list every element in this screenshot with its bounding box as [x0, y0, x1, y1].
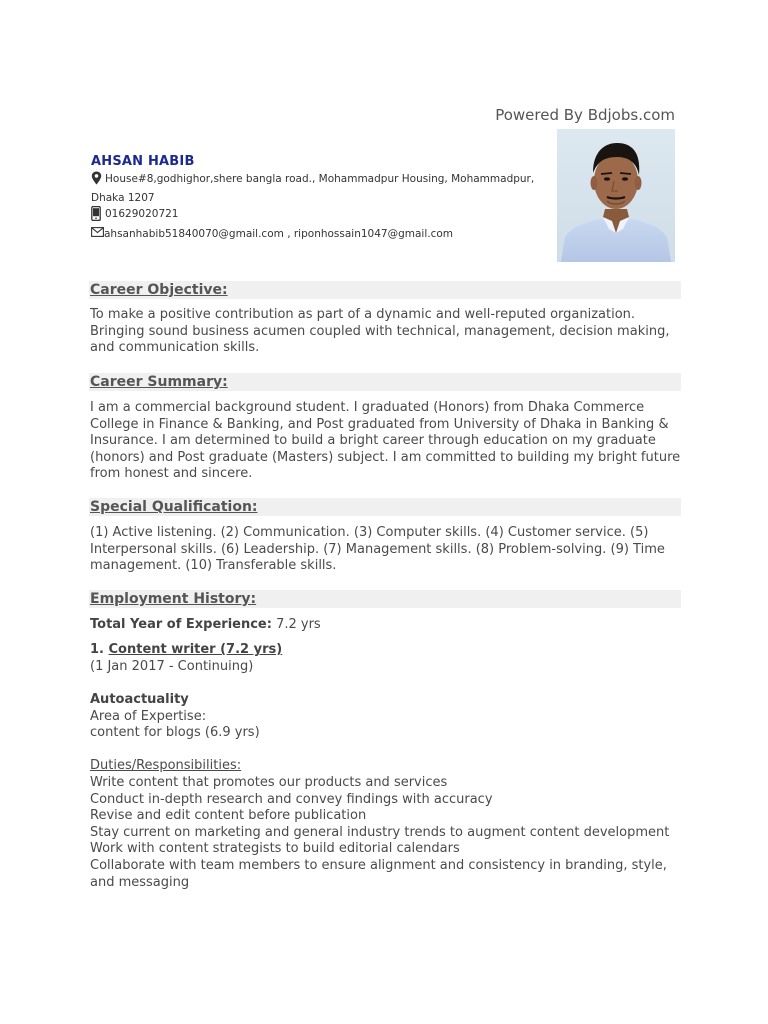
company-name: Autoactuality	[90, 691, 189, 707]
career-objective-text: To make a positive contribution as part of a dynamic and well-reputed organization. Bringing sound business acumen coupled with technical, management, decision making, and communication skills.	[90, 307, 670, 356]
section-career-objective	[89, 281, 681, 299]
expertise-value: content for blogs (6.9 yrs)	[90, 725, 260, 741]
job-title: Content writer (7.2 yrs)	[108, 642, 283, 658]
section-title: Career Summary:	[90, 374, 228, 390]
special-qualification-text: (1) Active listening. (2) Communication. (3) Computer skills. (4) Customer service. (5) Interpersonal skills. (6) Leadership. (7) Management skills. (8) Problem-solving. (9) Time management. (10) Transferable skills.	[90, 525, 665, 574]
duty-item: Collaborate with team members to ensure alignment and consistency in branding, style, and messaging	[90, 857, 667, 890]
section-career-summary	[89, 373, 681, 391]
total-experience	[90, 617, 682, 634]
total-experience-label: Total Year of Experience:	[90, 617, 272, 632]
email-line	[91, 226, 541, 242]
phone-number[interactable]: 01629020721	[105, 208, 179, 220]
profile-photo	[557, 129, 675, 262]
total-experience-value: 7.2 yrs	[271, 617, 321, 632]
candidate-name: AHSAN HABIB	[91, 154, 195, 169]
section-title: Employment History:	[90, 591, 257, 607]
expertise-label: Area of Expertise:	[90, 708, 207, 724]
section-special-qualification	[89, 498, 681, 516]
email-address[interactable]: ahsanhabib51840070@gmail.com , riponhossain1047@gmail.com	[104, 228, 454, 240]
career-summary-text: I am a commercial background student. I graduated (Honors) from Dhaka Commerce College in Finance & Banking, and Post graduated from University of Dhaka in Banking & Insurance. I am determined to build a bright career through education on my graduate (honors) and Post graduate (Masters) subject. I am committed to building my bright future from honest and sincere.	[90, 400, 681, 482]
duty-item: Revise and edit content before publication	[90, 808, 367, 824]
job-heading	[90, 642, 682, 659]
powered-by: Powered By Bdjobs.com	[495, 106, 675, 124]
duty-item: Work with content strategists to build editorial calendars	[90, 841, 460, 857]
location-pin-icon	[91, 171, 105, 190]
duty-item: Write content that promotes our products and services	[90, 774, 448, 790]
job-period: (1 Jan 2017 - Continuing)	[90, 658, 254, 674]
address-text-cont: Dhaka 1207	[91, 192, 155, 204]
address-line	[91, 171, 541, 190]
job-number: 1.	[90, 642, 109, 658]
duty-item: Stay current on marketing and general industry trends to augment content development	[90, 824, 670, 840]
section-title: Special Qualification:	[90, 499, 258, 515]
section-title: Career Objective:	[90, 282, 228, 298]
employment-details	[90, 617, 682, 891]
section-employment-history	[89, 590, 681, 608]
profile-header	[91, 153, 541, 242]
duty-item: Conduct in-depth research and convey findings with accuracy	[90, 791, 493, 807]
mobile-phone-icon	[91, 206, 105, 226]
duties-label: Duties/Responsibilities:	[90, 758, 242, 774]
phone-line	[91, 206, 541, 226]
address-text: House#8,godhighor,shere bangla road., Mohammadpur Housing, Mohammadpur,	[105, 173, 535, 185]
